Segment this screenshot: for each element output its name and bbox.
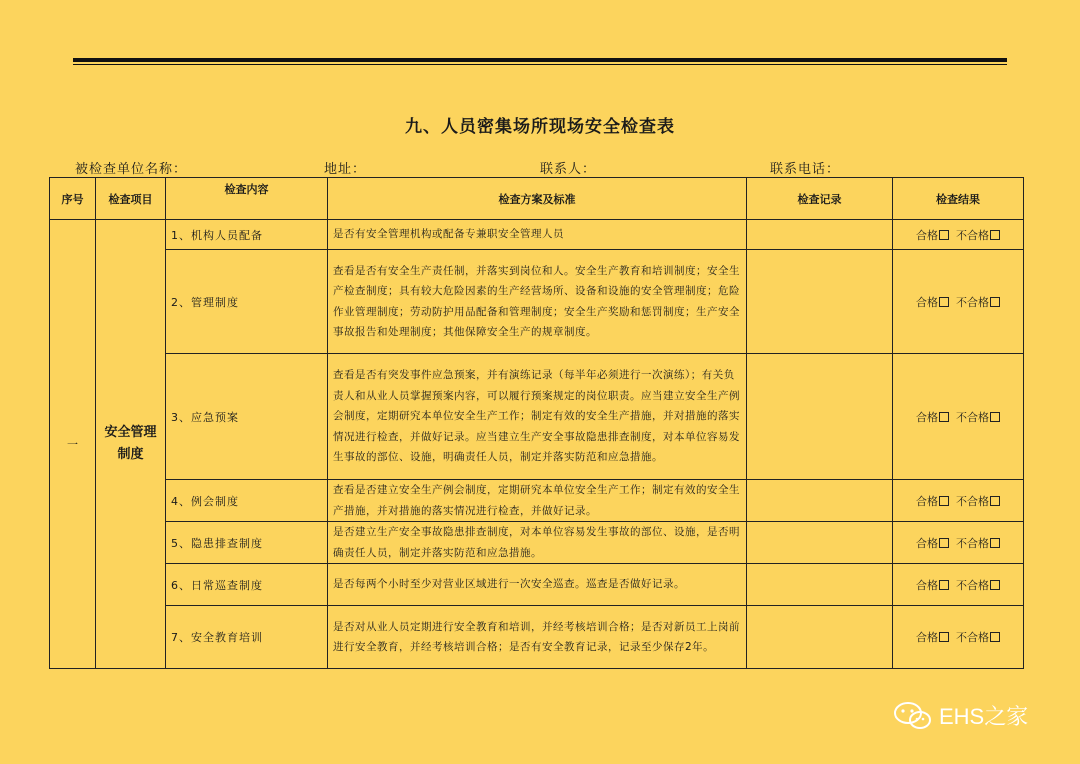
unit-name-label: 被检查单位名称： bbox=[75, 162, 188, 177]
table-row bbox=[50, 564, 1024, 606]
wechat-icon bbox=[893, 701, 933, 731]
pass-checkbox[interactable] bbox=[939, 580, 949, 590]
check-result bbox=[893, 220, 1024, 250]
top-rule bbox=[73, 58, 1007, 62]
fail-checkbox[interactable] bbox=[990, 297, 1000, 307]
pass-checkbox[interactable] bbox=[939, 412, 949, 422]
pass-label: 合格 bbox=[916, 295, 938, 309]
pass-label: 合格 bbox=[916, 494, 938, 508]
check-standard: 是否每两个小时至少对营业区域进行一次安全巡查。巡查是否做好记录。 bbox=[328, 564, 747, 606]
check-result bbox=[893, 564, 1024, 606]
fail-checkbox[interactable] bbox=[990, 496, 1000, 506]
fail-label: 不合格 bbox=[956, 228, 989, 242]
check-result bbox=[893, 250, 1024, 354]
header-no: 序号 bbox=[50, 178, 96, 220]
fail-label: 不合格 bbox=[956, 410, 989, 424]
fail-label: 不合格 bbox=[956, 536, 989, 550]
check-record bbox=[747, 354, 893, 480]
table-row bbox=[50, 522, 1024, 564]
check-standard: 是否对从业人员定期进行安全教育和培训，并经考核培训合格；是否对新员工上岗前进行安全教育，并经考核培训合格；是否有安全教育记录，记录至少保存2年。 bbox=[328, 606, 747, 669]
pass-label: 合格 bbox=[916, 410, 938, 424]
fail-label: 不合格 bbox=[956, 494, 989, 508]
pass-checkbox[interactable] bbox=[939, 538, 949, 548]
pass-checkbox[interactable] bbox=[939, 632, 949, 642]
check-result bbox=[893, 354, 1024, 480]
check-result bbox=[893, 480, 1024, 522]
fail-label: 不合格 bbox=[956, 295, 989, 309]
pass-label: 合格 bbox=[916, 536, 938, 550]
check-result bbox=[893, 606, 1024, 669]
check-item: 6、日常巡查制度 bbox=[166, 564, 328, 606]
pass-label: 合格 bbox=[916, 631, 938, 644]
header-record: 检查记录 bbox=[747, 178, 893, 220]
header-category: 检查项目 bbox=[96, 178, 166, 220]
pass-checkbox[interactable] bbox=[939, 297, 949, 307]
check-item: 3、应急预案 bbox=[166, 354, 328, 480]
check-item: 5、隐患排查制度 bbox=[166, 522, 328, 564]
check-record bbox=[747, 480, 893, 522]
check-record bbox=[747, 220, 893, 250]
fail-checkbox[interactable] bbox=[990, 412, 1000, 422]
fail-checkbox[interactable] bbox=[990, 538, 1000, 548]
fail-label: 不合格 bbox=[956, 631, 989, 644]
check-record bbox=[747, 606, 893, 669]
fail-label: 不合格 bbox=[956, 578, 989, 592]
section-category: 安全管理制度 bbox=[96, 220, 166, 669]
header-result: 检查结果 bbox=[893, 178, 1024, 220]
section-number: 一 bbox=[50, 220, 96, 669]
header-content: 检查内容 bbox=[166, 178, 328, 220]
check-result bbox=[893, 522, 1024, 564]
address-label: 地址： bbox=[324, 162, 367, 177]
check-item: 4、例会制度 bbox=[166, 480, 328, 522]
pass-label: 合格 bbox=[916, 578, 938, 592]
check-record bbox=[747, 564, 893, 606]
check-standard: 是否建立生产安全事故隐患排查制度，对本单位容易发生事故的部位、设施，是否明确责任人员，制定并落实防范和应急措施。 bbox=[328, 522, 747, 564]
top-rule-thin bbox=[73, 64, 1007, 65]
check-item: 7、安全教育培训 bbox=[166, 606, 328, 669]
check-standard: 是否有安全管理机构或配备专兼职安全管理人员 bbox=[328, 220, 747, 250]
table-row bbox=[50, 606, 1024, 669]
fail-checkbox[interactable] bbox=[990, 230, 1000, 240]
check-item: 2、管理制度 bbox=[166, 250, 328, 354]
check-record bbox=[747, 522, 893, 564]
table-row bbox=[50, 480, 1024, 522]
table-header-row bbox=[50, 178, 1024, 220]
check-record bbox=[747, 250, 893, 354]
watermark-text: EHS之家 bbox=[939, 704, 1029, 729]
table-row bbox=[50, 220, 1024, 250]
check-item: 1、机构人员配备 bbox=[166, 220, 328, 250]
fail-checkbox[interactable] bbox=[990, 632, 1000, 642]
check-standard: 查看是否有突发事件应急预案，并有演练记录（每半年必须进行一次演练）；有关负责人和从业人员掌握预案内容，可以履行预案规定的岗位职责。应当建立安全生产例会制度，定期研究本单位安全生产工作；制定有效的安全生产措施，并对措施的落实情况进行检查，并做好记录。应当建立生产安全事故隐患排查制度，对本单位容易发生事故的部位、设施，明确责任人员，制定并落实防范和应急措施。 bbox=[328, 354, 747, 480]
fail-checkbox[interactable] bbox=[990, 580, 1000, 590]
phone-label: 联系电话： bbox=[770, 162, 841, 177]
pass-label: 合格 bbox=[916, 228, 938, 242]
pass-checkbox[interactable] bbox=[939, 230, 949, 240]
pass-checkbox[interactable] bbox=[939, 496, 949, 506]
check-standard: 查看是否建立安全生产例会制度，定期研究本单位安全生产工作；制定有效的安全生产措施，并对措施的落实情况进行检查，并做好记录。 bbox=[328, 480, 747, 522]
header-standard: 检查方案及标准 bbox=[328, 178, 747, 220]
check-standard: 查看是否有安全生产责任制，并落实到岗位和人。安全生产教育和培训制度；安全生产检查制度；具有较大危险因素的生产经营场所、设备和设施的安全管理制度；危险作业管理制度；劳动防护用品配备和管理制度；安全生产奖励和惩罚制度；生产安全事故报告和处理制度；其他保障安全生产的规章制度。 bbox=[328, 250, 747, 354]
table-row bbox=[50, 354, 1024, 480]
table-row bbox=[50, 250, 1024, 354]
contact-label: 联系人： bbox=[540, 162, 597, 177]
page-title: 九、人员密集场所现场安全检查表 bbox=[405, 117, 675, 137]
inspection-table bbox=[49, 177, 1024, 669]
watermark bbox=[893, 700, 1028, 731]
